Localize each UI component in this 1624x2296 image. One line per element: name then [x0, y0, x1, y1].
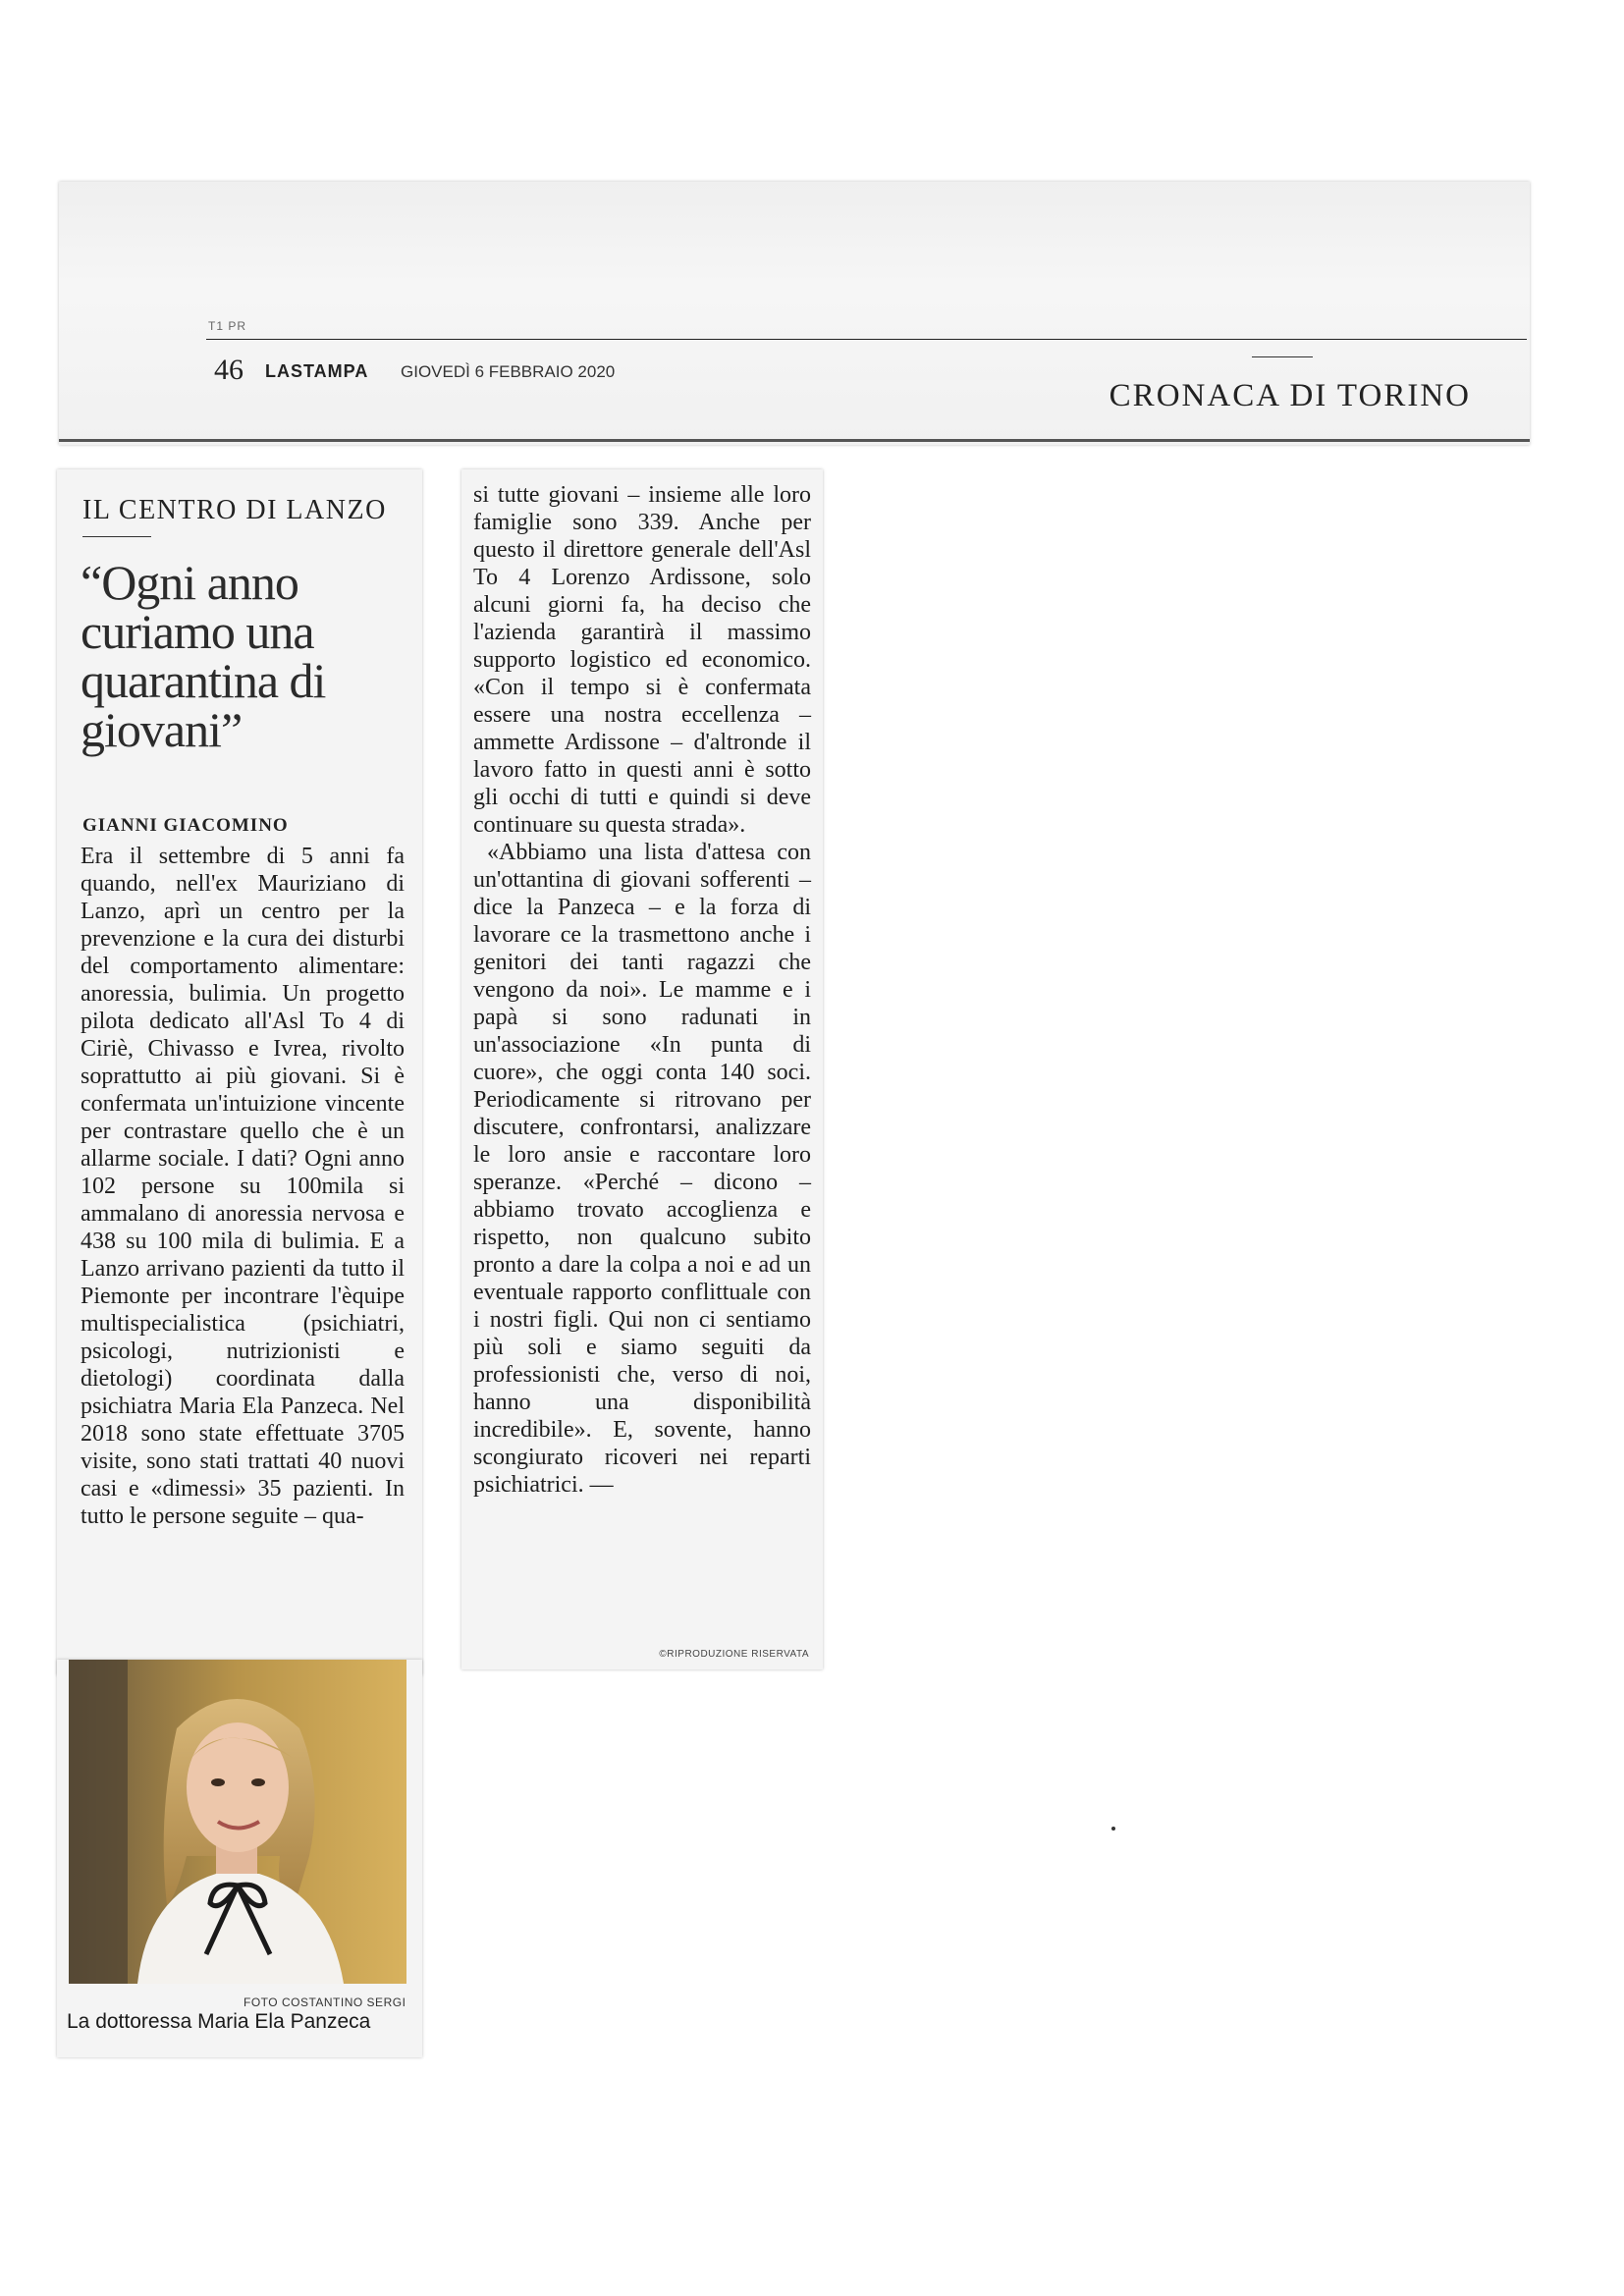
- photo-credit: FOTO COSTANTINO SERGI: [244, 1995, 406, 2009]
- newspaper-name: LASTAMPA: [265, 361, 369, 381]
- page-number: 46: [214, 354, 244, 386]
- section-rule: [1252, 356, 1313, 357]
- copyright-note: ©RIPRODUZIONE RISERVATA: [659, 1649, 809, 1660]
- paragraph-quote: «Abbiamo una lista d'attesa con un'ottantina di giovani sofferenti – dice la Panzeca – e la forza di lavorare ce la trasmettono anche i genitori dei tanti ragazzi che vengono da noi». Le mamme e i papà si sono radunati in un'associazione «In punta di cuore», che oggi conta 140 soci. Periodicamente si ritrovano per discutere, confrontarsi, analizzare le loro ansie e raccontare loro speranze. «Perché – dicono – abbiamo trovato accoglienza e rispetto, non qualcuno subito pronto a dare la colpa a noi e ad un eventuale rapporto conflittuale con i nostri figli. Qui non ci sentiamo più soli e siamo seguiti da professionisti che, verso di noi, hanno una disponibilità incredibile». E, sovente, hanno scongiurato ricoveri nei reparti psichiatrici. —: [473, 840, 811, 1498]
- masthead-strip: [59, 182, 1530, 445]
- edition-code: T1 PR: [208, 319, 247, 333]
- article-kicker: IL CENTRO DI LANZO: [82, 495, 387, 525]
- photo-caption: La dottoressa Maria Ela Panzeca: [67, 2010, 371, 2033]
- article-body-part-2: [473, 481, 811, 1499]
- photo-clipping: [57, 1660, 422, 2057]
- section-title: CRONACA DI TORINO: [1109, 378, 1471, 413]
- article-byline: GIANNI GIACOMINO: [82, 815, 289, 836]
- article-headline: “Ogni anno curiamo una quarantina di giovani”: [81, 555, 326, 757]
- kicker-rule: [82, 536, 151, 537]
- masthead-rule: [206, 339, 1527, 340]
- article-column-1: [57, 469, 422, 1675]
- strip-edge: [59, 439, 1530, 442]
- paragraph-continuation: si tutte giovani – insieme alle loro famiglie sono 339. Anche per questo il direttore generale dell'Asl To 4 Lorenzo Ardissone, solo alcuni giorni fa, ha deciso che l'azienda garantirà il massimo supporto logistico ed economico. «Con il tempo si è confermata essere una nostra eccellenza – ammette Ardissone – d'altronde il lavoro fatto in questi anni è sotto gli occhi di tutti e quindi si deve continuare su questa strada».: [473, 482, 811, 838]
- portrait-photo: [69, 1660, 406, 1984]
- issue-date: GIOVEDÌ 6 FEBBRAIO 2020: [401, 362, 616, 381]
- scan-speck: [1111, 1827, 1115, 1831]
- article-column-2: [461, 469, 823, 1669]
- article-body-part-1: Era il settembre di 5 anni fa quando, nell'ex Mauriziano di Lanzo, aprì un centro per la prevenzione e la cura dei disturbi del comportamento alimentare: anoressia, bulimia. Un progetto pilota dedicato all'Asl To 4 di Ciriè, Chivasso e Ivrea, rivolto soprattutto ai più giovani. Si è confermata un'intuizione vincente per contrastare quello che è un allarme sociale. I dati? Ogni anno 102 persone su 100mila si ammalano di anoressia nervosa e 438 su 100 mila di bulimia. E a Lanzo arrivano pazienti da tutto il Piemonte per incontrare l'èquipe multispecialistica (psichiatri, psicologi, nutrizionisti e dietologi) coordinata dalla psichiatra Maria Ela Panzeca. Nel 2018 sono state effettuate 3705 visite, sono stati trattati 40 nuovi casi e «dimessi» 35 pazienti. In tutto le persone seguite – qua-: [81, 844, 405, 1529]
